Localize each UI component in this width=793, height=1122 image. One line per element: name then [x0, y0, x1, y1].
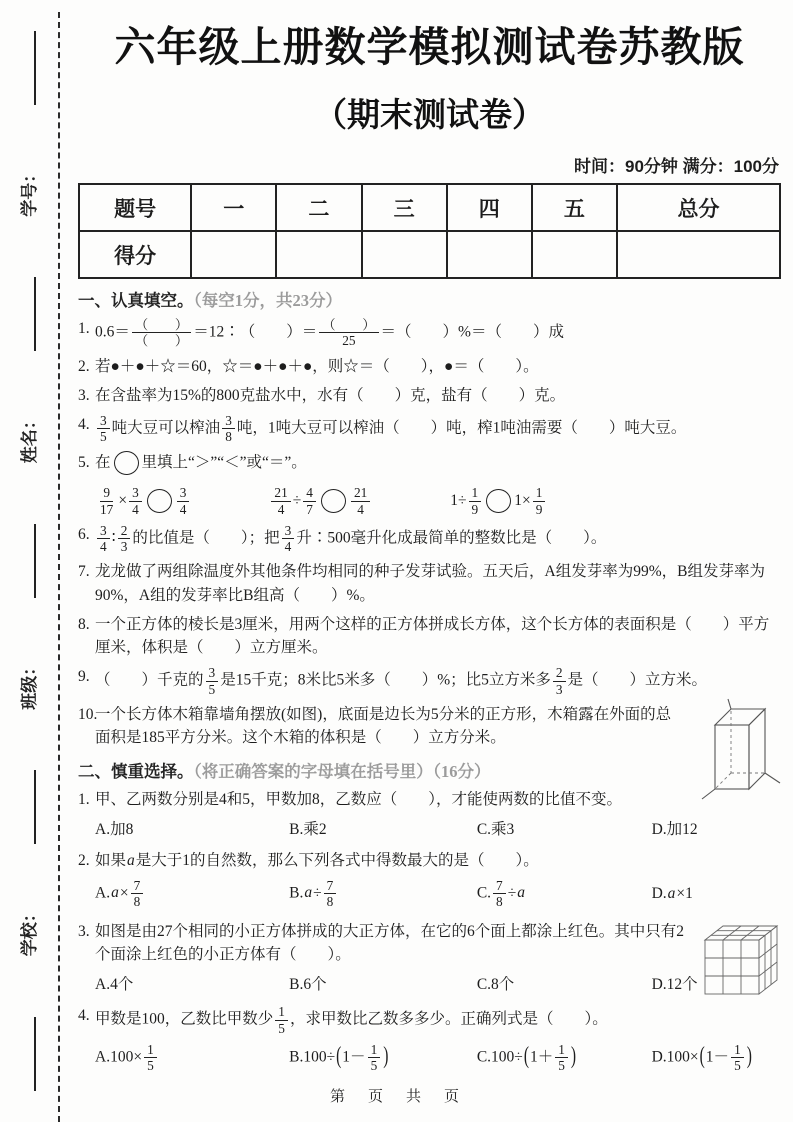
fraction-numerator: 7 — [324, 878, 337, 894]
text: ＝（ ）%＝（ ）成 — [380, 323, 564, 341]
question-number: 8. — [78, 615, 90, 633]
fraction-denominator: 8 — [496, 894, 503, 910]
fraction-denominator: 4 — [132, 501, 139, 517]
question-number: 3. — [78, 922, 90, 940]
section-heading-title: 一、认真填空。 — [78, 291, 194, 310]
option[interactable] — [289, 817, 477, 839]
option-row — [78, 878, 781, 910]
fraction-numerator: 21 — [271, 485, 290, 501]
big-paren: ) — [746, 1043, 752, 1070]
fraction-numerator: 1 — [275, 1004, 288, 1020]
text: 如图是由27个相同的小正方体拼成的大正方体，在它的6个面上都涂上红色。其中只有2个面涂上红色的小正方体有（ ）。 — [95, 922, 685, 963]
question-item — [78, 788, 781, 811]
fraction-denominator: 4 — [100, 539, 107, 555]
class-blank-line[interactable] — [18, 771, 37, 845]
fraction-denominator: 3 — [555, 681, 563, 697]
question-item — [78, 384, 781, 407]
fraction-numerator: 21 — [351, 485, 370, 501]
fraction — [97, 523, 110, 555]
question-item — [78, 613, 781, 660]
text: 若●＋●＋☆＝60，☆＝●＋●＋●，则☆＝（ ），●＝（ ）。 — [95, 357, 539, 375]
name-label: 姓名： — [19, 412, 39, 464]
fraction-denominator: 4 — [357, 501, 364, 517]
score-header-cell: 五 — [532, 184, 617, 231]
text: 升∶500毫升化成最简单的整数比是（ ）。 — [296, 529, 607, 547]
question-number: 6. — [78, 525, 90, 543]
score-table — [78, 183, 781, 279]
fraction-numerator: 1 — [533, 485, 546, 501]
math-variable: a — [304, 884, 313, 902]
text: A.100× — [95, 1048, 143, 1066]
text: 0.6＝ — [95, 323, 130, 341]
score-cell[interactable] — [532, 231, 617, 278]
score-header-cell: 题号 — [79, 184, 191, 231]
fraction-numerator: 3 — [97, 413, 110, 429]
question-item — [78, 317, 781, 349]
option[interactable] — [477, 1042, 652, 1074]
fraction — [368, 1042, 381, 1074]
option[interactable] — [652, 1042, 781, 1074]
text: 在 — [95, 453, 111, 471]
score-cell[interactable] — [276, 231, 361, 278]
option[interactable] — [477, 817, 652, 839]
fraction — [129, 485, 142, 517]
fraction — [271, 485, 290, 517]
text: C.100÷ — [476, 1048, 523, 1066]
big-paren: ) — [570, 1043, 577, 1070]
fraction-numerator: 3 — [282, 523, 295, 539]
text: A.4个 — [95, 976, 134, 994]
option[interactable] — [652, 885, 781, 903]
text: 是（ ）立方米。 — [567, 671, 708, 689]
text: 甲、乙两数分别是4和5，甲数加8，乙数应（ ），才能使两数的比值不变。 — [95, 790, 623, 808]
fraction-denominator: 8 — [326, 894, 334, 910]
score-row-label: 得分 — [79, 231, 191, 278]
question-item — [78, 560, 781, 607]
fraction-numerator: 3 — [177, 485, 190, 501]
text: 1× — [514, 492, 531, 510]
comparison-circle[interactable] — [147, 489, 172, 513]
question-number: 9. — [78, 668, 90, 686]
math-variable: a — [667, 884, 676, 902]
fraction-denominator: 5 — [208, 681, 216, 697]
option[interactable] — [652, 817, 781, 839]
fraction — [144, 1042, 157, 1074]
math-variable: a — [127, 851, 135, 869]
fraction-denominator: 4 — [277, 501, 285, 517]
option[interactable] — [289, 878, 477, 910]
section-heading — [78, 287, 781, 311]
fraction-denominator: 8 — [225, 429, 232, 445]
question-number: 4. — [78, 416, 90, 434]
fraction — [206, 665, 219, 697]
time-score-meta: 时间：90分钟 满分：100分 — [574, 157, 779, 176]
fraction-numerator: 3 — [206, 665, 219, 681]
text: 1÷ — [450, 492, 467, 510]
text: ÷ — [507, 884, 517, 902]
text: （ ）千克的 — [95, 671, 204, 689]
fraction-denominator: 8 — [133, 894, 141, 910]
fraction-denominator: 5 — [278, 1020, 285, 1036]
score-header-cell: 一 — [191, 184, 276, 231]
text: 里填上“＞”“＜”或“＝”。 — [141, 453, 307, 471]
text: D. — [651, 884, 667, 902]
fraction — [731, 1042, 744, 1074]
comparison-circle[interactable] — [486, 489, 511, 513]
text: 1－ — [705, 1048, 730, 1066]
fraction-denominator: 9 — [535, 501, 543, 517]
paper-title: 六年级上册数学模拟测试卷苏教版 — [114, 24, 745, 70]
score-table-header-row — [79, 184, 780, 231]
question-number: 4. — [78, 1007, 90, 1025]
score-header-cell: 总分 — [617, 184, 780, 231]
fraction-numerator: 1 — [731, 1042, 744, 1058]
score-cell[interactable] — [362, 231, 447, 278]
paper-content — [75, 0, 787, 1083]
seal-student-info — [9, 31, 45, 1091]
fraction-numerator: 1 — [555, 1042, 568, 1058]
fraction-numerator: （ ） — [319, 317, 378, 333]
text: 龙龙做了两组除温度外其他条件均相同的种子发芽试验。五天后，A组发芽率为99%，B组发芽率为90%，A组的发芽率比B组高（ ）%。 — [95, 563, 765, 604]
score-cell[interactable] — [191, 231, 276, 278]
text: A.加8 — [95, 820, 134, 838]
text: B.乘2 — [289, 820, 327, 838]
option[interactable] — [477, 972, 652, 994]
score-header-cell: 四 — [447, 184, 532, 231]
fraction — [493, 878, 506, 910]
text: D.加12 — [651, 820, 698, 838]
fraction — [177, 485, 190, 517]
question-number: 1. — [78, 790, 90, 808]
fraction-numerator: 1 — [469, 485, 482, 501]
question-number: 7. — [78, 563, 90, 581]
fraction — [533, 485, 546, 517]
student-id-blank-line[interactable] — [18, 278, 37, 352]
fraction — [553, 665, 566, 697]
text: ∶ — [111, 529, 116, 547]
option[interactable] — [95, 878, 289, 910]
fraction-numerator: 9 — [100, 485, 113, 501]
fraction-numerator: 4 — [303, 485, 316, 501]
fraction-numerator: 3 — [97, 523, 110, 539]
fraction-numerator: 1 — [368, 1042, 381, 1058]
fraction-numerator: 3 — [222, 413, 235, 429]
big-paren: ( — [523, 1043, 529, 1070]
question-item — [78, 1004, 781, 1036]
text: 在含盐率为15%的800克盐水中，水有（ ）克，盐有（ ）克。 — [95, 386, 566, 404]
text: ＝12∶（ ）＝ — [193, 323, 318, 341]
question-item — [78, 451, 781, 517]
text: 吨大豆可以榨油 — [111, 419, 221, 437]
score-table-value-row — [79, 231, 780, 278]
text: D.12个 — [651, 976, 698, 994]
fraction-denominator: 25 — [342, 333, 356, 349]
option-row — [78, 972, 781, 994]
text: 的比值是（ ）；把 — [132, 529, 280, 547]
painted-cube-figure — [699, 918, 787, 998]
fraction — [132, 317, 191, 349]
question-number: 3. — [78, 386, 90, 404]
fraction-numerator: （ ） — [132, 317, 191, 333]
fraction-numerator: 7 — [493, 878, 506, 894]
question-sections — [78, 287, 781, 1073]
score-cell[interactable] — [447, 231, 532, 278]
option-row — [78, 817, 781, 839]
question-item — [78, 849, 781, 872]
text: 是大于1的自然数，那么下列各式中得数最大的是（ ）。 — [135, 851, 539, 869]
text: 是15千克；8米比5米多（ ）%；比5立方米多 — [220, 671, 551, 689]
text: 吨，1吨大豆可以榨油（ ）吨，榨1吨油需要（ ）吨大豆。 — [236, 419, 687, 437]
seal-dashed-line — [58, 12, 60, 1122]
top-blank-line[interactable] — [18, 31, 37, 105]
question-item — [78, 413, 781, 445]
fraction-denominator: 5 — [558, 1058, 565, 1074]
big-paren: ( — [699, 1043, 705, 1070]
fraction-denominator: （ ） — [134, 333, 189, 349]
text: ÷ — [313, 884, 322, 902]
fraction — [97, 413, 110, 445]
fraction — [319, 317, 378, 349]
fraction-denominator: 4 — [284, 539, 292, 555]
question-item — [78, 355, 781, 378]
fraction — [131, 878, 144, 910]
fraction-numerator: 2 — [553, 665, 566, 681]
score-header-cell: 三 — [362, 184, 447, 231]
question-item — [78, 665, 781, 697]
section-heading — [78, 758, 781, 782]
fraction-denominator: 17 — [100, 501, 114, 517]
text: 甲数是100，乙数比甲数少 — [95, 1010, 274, 1028]
score-header-cell: 二 — [276, 184, 361, 231]
math-variable: a — [517, 884, 525, 902]
question-number: 2. — [78, 357, 90, 375]
question-number: 2. — [78, 851, 90, 869]
fraction — [118, 523, 131, 555]
text: 1＋ — [529, 1048, 554, 1066]
student-id-label: 学号： — [19, 165, 39, 217]
fraction — [275, 1004, 288, 1036]
option[interactable] — [95, 972, 289, 994]
option[interactable] — [477, 878, 652, 910]
comparison-circle[interactable] — [321, 489, 346, 513]
text: 一个长方体木箱靠墙角摆放(如图)，底面是边长为5分米的正方形，木箱露在外面的总面积是185平方分米。这个木箱的体积是（ ）立方分米。 — [95, 706, 672, 747]
text: × — [118, 492, 128, 510]
fraction-numerator: 2 — [118, 523, 131, 539]
fraction-numerator: 1 — [144, 1042, 157, 1058]
paper-subtitle: （期末测试卷） — [314, 96, 545, 133]
question-item — [78, 920, 781, 967]
option-row — [78, 1042, 781, 1074]
big-paren: ) — [383, 1043, 389, 1070]
fraction-denominator: 7 — [306, 501, 313, 517]
text: B.6个 — [289, 976, 327, 994]
fraction-denominator: 3 — [120, 539, 128, 555]
option[interactable] — [289, 972, 477, 994]
text: D.100× — [651, 1048, 699, 1066]
fraction — [303, 485, 316, 517]
fraction — [324, 878, 337, 910]
option[interactable] — [289, 1042, 477, 1074]
text: B. — [289, 884, 304, 902]
fraction-denominator: 5 — [100, 429, 107, 445]
fraction — [97, 485, 116, 517]
school-blank-line[interactable] — [18, 1017, 37, 1091]
text: ×1 — [676, 884, 693, 902]
option[interactable] — [95, 1042, 289, 1074]
fraction-denominator: 5 — [147, 1058, 154, 1074]
text: 1－ — [342, 1048, 366, 1066]
section-heading-title: 二、慎重选择。 — [78, 761, 194, 781]
text: 一个正方体的棱长是3厘米，用两个这样的正方体拼成长方体，这个长方体的表面积是（ ）平方厘米，体积是（ ）立方厘米。 — [95, 615, 770, 657]
option[interactable] — [95, 817, 289, 839]
text: ÷ — [292, 492, 302, 510]
fraction-denominator: 4 — [179, 501, 187, 517]
fraction — [282, 523, 295, 555]
fraction-denominator: 9 — [471, 501, 479, 517]
text: C.8个 — [476, 976, 515, 994]
section-heading-note: （将正确答案的字母填在括号里）（16分） — [193, 761, 491, 781]
question-item — [78, 703, 781, 750]
page-footer: 第 页 共 页 — [329, 1088, 463, 1105]
comparison-row — [95, 485, 781, 517]
name-blank-line[interactable] — [18, 524, 37, 598]
question-item — [78, 523, 781, 555]
text: C.乘3 — [476, 820, 515, 838]
text: A. — [95, 884, 111, 902]
score-cell[interactable] — [617, 231, 780, 278]
fraction — [351, 485, 370, 517]
class-label: 班级： — [19, 658, 39, 710]
question-number: 5. — [78, 453, 90, 471]
fraction — [469, 485, 482, 517]
text: C. — [476, 884, 492, 902]
fraction-denominator: 5 — [370, 1058, 378, 1074]
text: ，求甲数比乙数多多少。正确列式是（ ）。 — [289, 1010, 608, 1028]
school-label: 学校： — [19, 905, 39, 957]
question-number: 10. — [78, 706, 98, 724]
text: B.100÷ — [289, 1048, 336, 1066]
fraction-denominator: 5 — [734, 1058, 741, 1074]
fraction-numerator: 7 — [131, 878, 144, 894]
big-paren: ( — [336, 1043, 342, 1070]
fraction — [222, 413, 235, 445]
math-variable: a — [111, 884, 119, 902]
fraction — [555, 1042, 568, 1074]
comparison-circle[interactable] — [114, 451, 139, 475]
fraction-numerator: 3 — [129, 485, 142, 501]
section-heading-note: （每空1分，共23分） — [193, 291, 342, 310]
text: 如果 — [95, 851, 127, 869]
question-number: 1. — [78, 320, 90, 337]
text: × — [119, 884, 129, 902]
